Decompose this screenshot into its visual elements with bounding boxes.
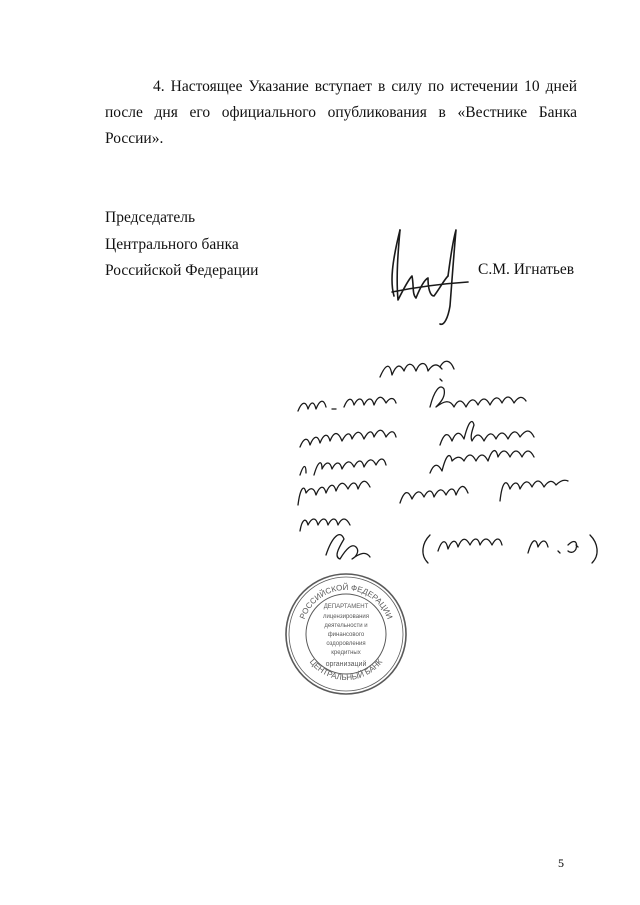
signatory-name: С.М. Игнатьев xyxy=(478,261,575,278)
signatory-title-line-2: Центрального банка xyxy=(105,235,239,253)
signatory-title xyxy=(105,205,258,285)
svg-text:лицензирования: лицензирования xyxy=(322,614,370,620)
svg-text:ЦЕНТРАЛЬНЫЙ БАНК: ЦЕНТРАЛЬНЫЙ БАНК xyxy=(307,657,385,683)
svg-text:деятельности и: деятельности и xyxy=(324,623,368,629)
svg-text:организаций: организаций xyxy=(325,661,367,668)
svg-text:РОССИЙСКОЙ ФЕДЕРАЦИИ: РОССИЙСКОЙ ФЕДЕРАЦИИ xyxy=(297,582,395,621)
paragraph-4: 4. Настоящее Указание вступает в силу по истечении 10 дней после дня его официального опубликования в «Вестнике Банка России». xyxy=(105,78,577,147)
page-number: 5 xyxy=(558,856,564,870)
svg-text:кредитных: кредитных xyxy=(331,650,361,656)
signatory-title-line-3: Российской Федерации xyxy=(105,262,259,279)
svg-text:ДЕПАРТАМЕНТ: ДЕПАРТАМЕНТ xyxy=(323,604,369,610)
chairman-signature xyxy=(382,222,472,332)
svg-text:оздоровления: оздоровления xyxy=(326,641,366,647)
official-stamp xyxy=(282,570,410,698)
handwritten-note xyxy=(290,355,610,565)
signatory-title-line-1: Председатель xyxy=(105,209,196,226)
svg-text:финансового: финансового xyxy=(327,632,365,638)
